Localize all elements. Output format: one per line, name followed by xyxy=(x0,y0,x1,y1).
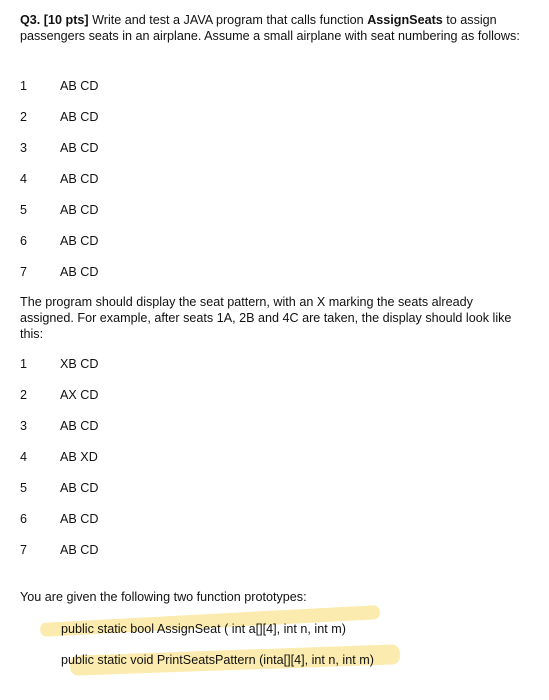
row-number: 3 xyxy=(20,141,28,155)
print-seats-pattern-prototype: public static void PrintSeatsPattern (inta[][4], int n, int m) xyxy=(61,653,374,667)
row-number: 2 xyxy=(20,110,28,124)
row-number: 7 xyxy=(20,543,28,557)
row-seats: AX CD xyxy=(60,388,99,402)
row-seats: AB CD xyxy=(60,512,99,526)
row-number: 3 xyxy=(20,419,28,433)
row-seats: AB CD xyxy=(60,79,99,93)
row-number: 7 xyxy=(20,265,28,279)
row-seats: AB CD xyxy=(60,419,99,433)
question-text-before: Write and test a JAVA program that calls function xyxy=(88,13,368,27)
question-text-after: to assign passengers seats in an airplane. Assume a small airplane with seat numbering as follows: xyxy=(20,13,520,43)
row-seats: AB CD xyxy=(60,203,99,217)
row-seats: AB CD xyxy=(60,481,99,495)
display-description: The program should display the seat pattern, with an X marking the seats already assigned. For example, after seats 1A, 2B and 4C are taken, the display should look like this: xyxy=(20,295,512,341)
row-number: 5 xyxy=(20,481,28,495)
row-seats: AB CD xyxy=(60,172,99,186)
row-seats: XB CD xyxy=(60,357,99,371)
row-number: 4 xyxy=(20,450,28,464)
row-seats: AB CD xyxy=(60,141,99,155)
row-number: 5 xyxy=(20,203,28,217)
row-seats: AB CD xyxy=(60,110,99,124)
row-number: 1 xyxy=(20,79,28,93)
row-seats: AB CD xyxy=(60,234,99,248)
row-seats: AB CD xyxy=(60,265,99,279)
function-name: AssignSeats xyxy=(367,13,443,27)
question-label: Q3. [10 pts] xyxy=(20,13,89,27)
prototypes-intro: You are given the following two function prototypes: xyxy=(20,590,307,604)
row-number: 2 xyxy=(20,388,28,402)
assign-seat-prototype: public static bool AssignSeat ( int a[][4], int n, int m) xyxy=(61,622,346,636)
row-number: 1 xyxy=(20,357,28,371)
row-seats: AB XD xyxy=(60,450,98,464)
row-seats: AB CD xyxy=(60,543,99,557)
question-paragraph xyxy=(20,12,525,44)
row-number: 6 xyxy=(20,234,28,248)
row-number: 6 xyxy=(20,512,28,526)
row-number: 4 xyxy=(20,172,28,186)
